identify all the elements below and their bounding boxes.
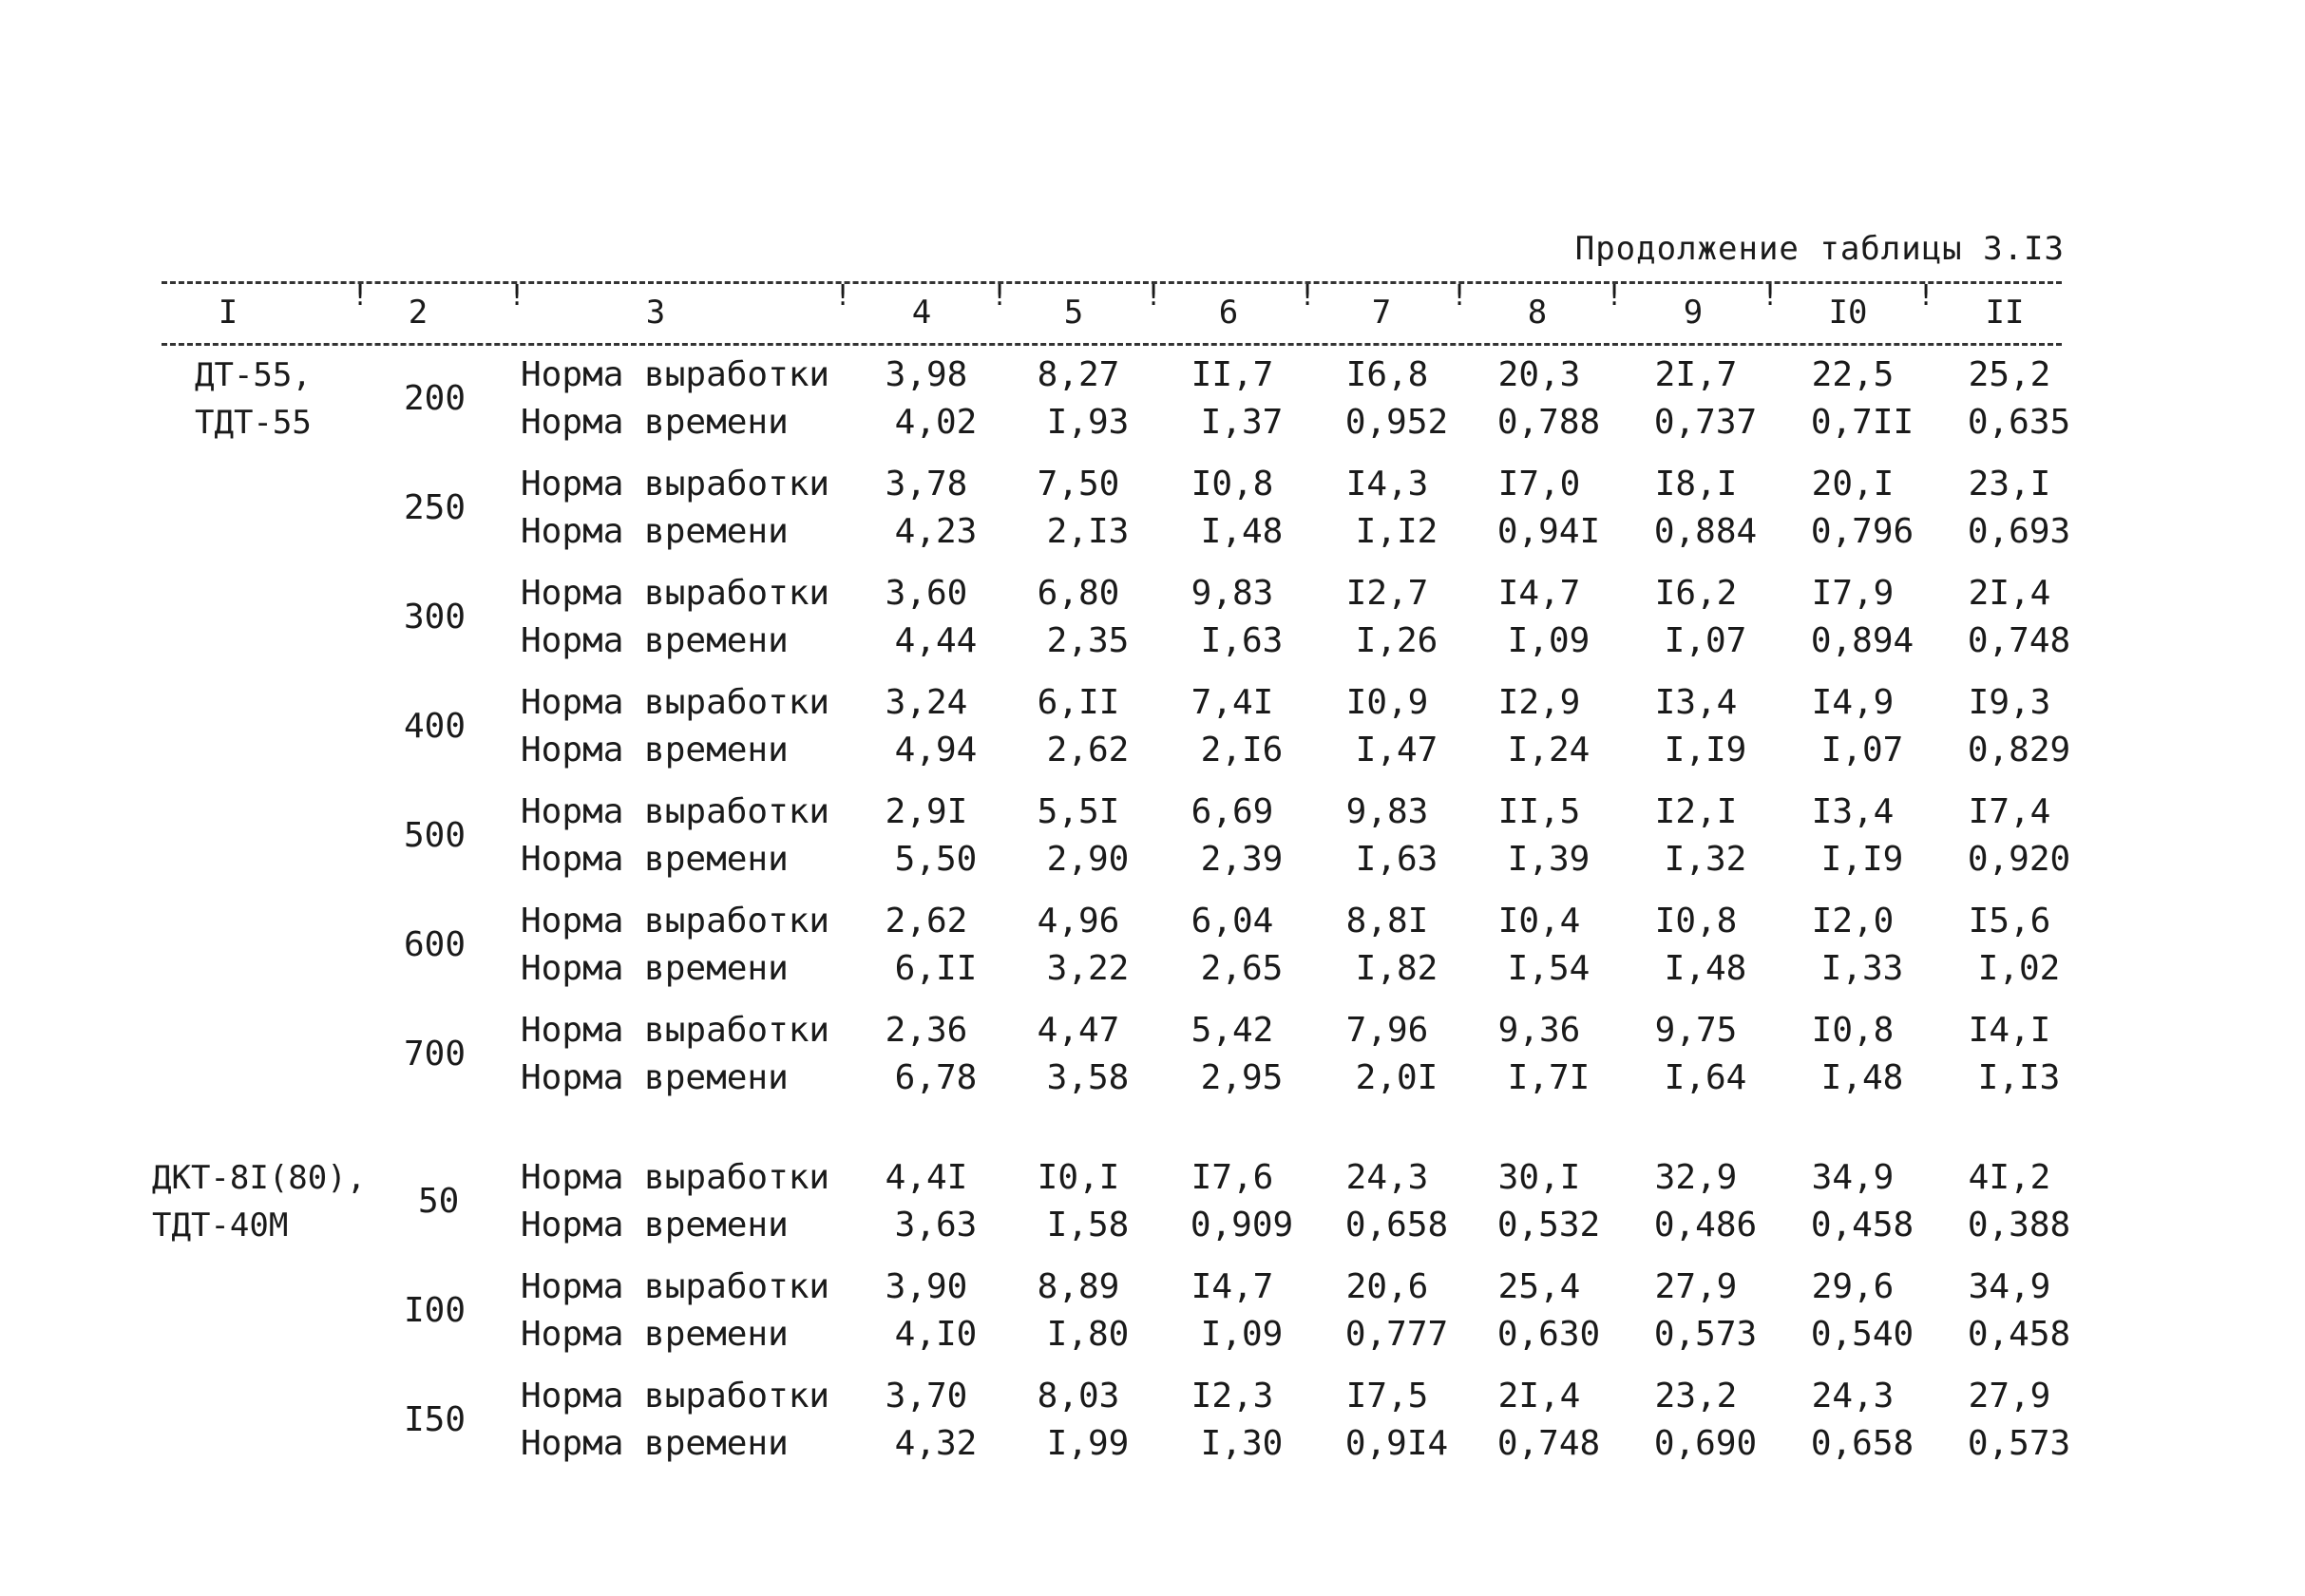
time-value: I,37: [1200, 403, 1284, 442]
machine-label: ДКТ-8I(80),: [152, 1159, 367, 1197]
row-label-time: Норма времени: [521, 949, 789, 988]
time-value: 0,540: [1810, 1315, 1914, 1354]
header-col-9: 9: [1683, 294, 1704, 332]
output-value: 4,4I: [885, 1158, 968, 1197]
output-value: I0,9: [1345, 683, 1429, 722]
output-value: 29,6: [1811, 1267, 1895, 1306]
row-label-output: Норма выработки: [521, 1011, 830, 1050]
time-value: 3,22: [1046, 949, 1130, 988]
output-value: I5,6: [1968, 902, 2051, 940]
time-value: I,48: [1200, 512, 1284, 551]
output-value: 2,36: [885, 1011, 968, 1050]
output-value: I2,3: [1191, 1377, 1274, 1416]
output-value: 23,I: [1968, 465, 2051, 504]
output-value: 3,24: [885, 683, 968, 722]
row-label-output: Норма выработки: [521, 1158, 830, 1197]
time-value: I,I9: [1820, 840, 1904, 879]
header-col-4: 4: [911, 294, 932, 332]
time-value: 0,748: [1967, 621, 2071, 660]
time-value: I,07: [1664, 621, 1747, 660]
time-value: I,47: [1355, 731, 1438, 770]
output-value: I2,I: [1654, 792, 1738, 831]
time-value: I,48: [1820, 1058, 1904, 1097]
output-value: I6,2: [1654, 574, 1738, 613]
header-separator: !: [508, 279, 526, 313]
time-value: I,24: [1507, 731, 1591, 770]
time-value: I,93: [1046, 403, 1130, 442]
time-value: 4,02: [894, 403, 978, 442]
time-value: 2,0I: [1355, 1058, 1438, 1097]
time-value: 4,94: [894, 731, 978, 770]
row-label-time: Норма времени: [521, 840, 789, 879]
time-value: I,63: [1200, 621, 1284, 660]
size-value: 250: [404, 488, 467, 527]
table-header: [162, 281, 2062, 346]
row-label-time: Норма времени: [521, 403, 789, 442]
output-value: I7,6: [1191, 1158, 1274, 1197]
time-value: 2,65: [1200, 949, 1284, 988]
time-value: I,64: [1664, 1058, 1747, 1097]
time-value: I,32: [1664, 840, 1747, 879]
time-value: 0,748: [1496, 1424, 1601, 1463]
time-value: 0,737: [1653, 403, 1758, 442]
output-value: I4,7: [1497, 574, 1581, 613]
output-value: 6,II: [1037, 683, 1120, 722]
header-separator: !: [1299, 279, 1317, 313]
output-value: 7,50: [1037, 465, 1120, 504]
output-value: 2,62: [885, 902, 968, 940]
output-value: I3,4: [1811, 792, 1895, 831]
time-value: I,02: [1977, 949, 2061, 988]
table-caption: Продолжение таблицы 3.I3: [1574, 230, 2065, 268]
output-value: 4,47: [1037, 1011, 1120, 1050]
output-value: 9,83: [1345, 792, 1429, 831]
time-value: I,63: [1355, 840, 1438, 879]
output-value: II,5: [1497, 792, 1581, 831]
row-label-time: Норма времени: [521, 512, 789, 551]
time-value: 0,658: [1810, 1424, 1914, 1463]
time-value: I,33: [1820, 949, 1904, 988]
output-value: I7,5: [1345, 1377, 1429, 1416]
output-value: 2,9I: [885, 792, 968, 831]
header-col-7: 7: [1371, 294, 1392, 332]
output-value: I7,9: [1811, 574, 1895, 613]
time-value: 4,23: [894, 512, 978, 551]
output-value: 4I,2: [1968, 1158, 2051, 1197]
header-separator: !: [1606, 279, 1624, 313]
time-value: 6,78: [894, 1058, 978, 1097]
header-separator: !: [834, 279, 852, 313]
time-value: I,80: [1046, 1315, 1130, 1354]
time-value: I,09: [1200, 1315, 1284, 1354]
time-value: 0,532: [1496, 1206, 1601, 1244]
output-value: 8,03: [1037, 1377, 1120, 1416]
time-value: 0,920: [1967, 840, 2071, 879]
output-value: 9,36: [1497, 1011, 1581, 1050]
time-value: 0,630: [1496, 1315, 1601, 1354]
time-value: 0,693: [1967, 512, 2071, 551]
output-value: I6,8: [1345, 355, 1429, 394]
time-value: 0,388: [1967, 1206, 2071, 1244]
time-value: I,07: [1820, 731, 1904, 770]
row-label-time: Норма времени: [521, 731, 789, 770]
output-value: 25,4: [1497, 1267, 1581, 1306]
time-value: 3,58: [1046, 1058, 1130, 1097]
output-value: 3,60: [885, 574, 968, 613]
size-value: 500: [404, 816, 467, 855]
time-value: 4,32: [894, 1424, 978, 1463]
header-separator: !: [1917, 279, 1935, 313]
header-separator: !: [352, 279, 370, 313]
time-value: 0,486: [1653, 1206, 1758, 1244]
header-col-1: I: [218, 294, 238, 332]
output-value: 24,3: [1811, 1377, 1895, 1416]
output-value: I0,8: [1811, 1011, 1895, 1050]
time-value: 2,35: [1046, 621, 1130, 660]
output-value: 9,83: [1191, 574, 1274, 613]
output-value: 24,3: [1345, 1158, 1429, 1197]
output-value: I0,8: [1654, 902, 1738, 940]
time-value: I,I3: [1977, 1058, 2061, 1097]
output-value: 5,42: [1191, 1011, 1274, 1050]
output-value: I2,7: [1345, 574, 1429, 613]
output-value: I0,8: [1191, 465, 1274, 504]
time-value: 2,39: [1200, 840, 1284, 879]
output-value: 2I,7: [1654, 355, 1738, 394]
time-value: I,30: [1200, 1424, 1284, 1463]
time-value: 0,458: [1810, 1206, 1914, 1244]
row-label-output: Норма выработки: [521, 1267, 830, 1306]
output-value: 34,9: [1811, 1158, 1895, 1197]
header-col-2: 2: [408, 294, 429, 332]
time-value: 2,95: [1200, 1058, 1284, 1097]
output-value: I9,3: [1968, 683, 2051, 722]
output-value: 6,04: [1191, 902, 1274, 940]
output-value: 32,9: [1654, 1158, 1738, 1197]
machine-label: ТДТ-55: [195, 404, 312, 442]
size-value: 50: [418, 1182, 460, 1221]
header-separator: !: [1145, 279, 1163, 313]
time-value: 2,62: [1046, 731, 1130, 770]
output-value: 6,80: [1037, 574, 1120, 613]
size-value: 400: [404, 707, 467, 746]
output-value: 9,75: [1654, 1011, 1738, 1050]
output-value: 7,96: [1345, 1011, 1429, 1050]
time-value: I,09: [1507, 621, 1591, 660]
time-value: I,I2: [1355, 512, 1438, 551]
output-value: I3,4: [1654, 683, 1738, 722]
output-value: 2I,4: [1968, 574, 2051, 613]
output-value: 20,3: [1497, 355, 1581, 394]
output-value: 6,69: [1191, 792, 1274, 831]
output-value: I7,0: [1497, 465, 1581, 504]
size-value: 300: [404, 598, 467, 636]
time-value: I,54: [1507, 949, 1591, 988]
time-value: 0,94I: [1496, 512, 1601, 551]
row-label-output: Норма выработки: [521, 574, 830, 613]
time-value: 0,788: [1496, 403, 1601, 442]
time-value: I,82: [1355, 949, 1438, 988]
time-value: 0,635: [1967, 403, 2071, 442]
time-value: 0,829: [1967, 731, 2071, 770]
row-label-output: Норма выработки: [521, 465, 830, 504]
output-value: 5,5I: [1037, 792, 1120, 831]
size-value: 200: [404, 379, 467, 418]
header-col-6: 6: [1218, 294, 1239, 332]
output-value: 2I,4: [1497, 1377, 1581, 1416]
time-value: 3,63: [894, 1206, 978, 1244]
output-value: II,7: [1191, 355, 1274, 394]
header-col-8: 8: [1527, 294, 1548, 332]
time-value: I,26: [1355, 621, 1438, 660]
output-value: 8,27: [1037, 355, 1120, 394]
output-value: 4,96: [1037, 902, 1120, 940]
output-value: 23,2: [1654, 1377, 1738, 1416]
time-value: 0,796: [1810, 512, 1914, 551]
time-value: I,48: [1664, 949, 1747, 988]
output-value: I7,4: [1968, 792, 2051, 831]
time-value: 5,50: [894, 840, 978, 879]
output-value: 27,9: [1968, 1377, 2051, 1416]
row-label-time: Норма времени: [521, 1424, 789, 1463]
time-value: 2,I6: [1200, 731, 1284, 770]
time-value: I,39: [1507, 840, 1591, 879]
row-label-output: Норма выработки: [521, 902, 830, 940]
output-value: 3,78: [885, 465, 968, 504]
time-value: I,I9: [1664, 731, 1747, 770]
time-value: 0,658: [1344, 1206, 1449, 1244]
time-value: 0,690: [1653, 1424, 1758, 1463]
output-value: 8,89: [1037, 1267, 1120, 1306]
time-value: 2,90: [1046, 840, 1130, 879]
output-value: I8,I: [1654, 465, 1738, 504]
time-value: I,7I: [1507, 1058, 1591, 1097]
time-value: 6,II: [894, 949, 978, 988]
time-value: 0,9I4: [1344, 1424, 1449, 1463]
machine-label: ТДТ-40М: [152, 1206, 289, 1244]
output-value: 3,90: [885, 1267, 968, 1306]
time-value: 0,777: [1344, 1315, 1449, 1354]
size-value: 700: [404, 1035, 467, 1074]
header-separator: !: [1762, 279, 1780, 313]
output-value: I0,I: [1037, 1158, 1120, 1197]
header-separator: !: [1451, 279, 1469, 313]
output-value: I4,I: [1968, 1011, 2051, 1050]
output-value: I2,9: [1497, 683, 1581, 722]
output-value: 3,98: [885, 355, 968, 394]
row-label-output: Норма выработки: [521, 355, 830, 394]
row-label-output: Норма выработки: [521, 683, 830, 722]
header-col-10: I0: [1828, 294, 1868, 332]
output-value: 20,I: [1811, 465, 1895, 504]
time-value: I,58: [1046, 1206, 1130, 1244]
output-value: 8,8I: [1345, 902, 1429, 940]
row-label-time: Норма времени: [521, 621, 789, 660]
row-label-time: Норма времени: [521, 1206, 789, 1244]
output-value: 30,I: [1497, 1158, 1581, 1197]
size-value: 600: [404, 925, 467, 964]
output-value: 34,9: [1968, 1267, 2051, 1306]
header-separator: !: [991, 279, 1009, 313]
output-value: 25,2: [1968, 355, 2051, 394]
header-col-3: 3: [645, 294, 666, 332]
output-value: 27,9: [1654, 1267, 1738, 1306]
header-col-5: 5: [1063, 294, 1084, 332]
time-value: 0,573: [1653, 1315, 1758, 1354]
output-value: I0,4: [1497, 902, 1581, 940]
time-value: 2,I3: [1046, 512, 1130, 551]
time-value: 4,I0: [894, 1315, 978, 1354]
time-value: 0,952: [1344, 403, 1449, 442]
output-value: 22,5: [1811, 355, 1895, 394]
output-value: 3,70: [885, 1377, 968, 1416]
row-label-time: Норма времени: [521, 1315, 789, 1354]
output-value: I4,7: [1191, 1267, 1274, 1306]
output-value: 20,6: [1345, 1267, 1429, 1306]
time-value: 0,573: [1967, 1424, 2071, 1463]
time-value: I,99: [1046, 1424, 1130, 1463]
output-value: I4,3: [1345, 465, 1429, 504]
time-value: 0,894: [1810, 621, 1914, 660]
size-value: I50: [404, 1400, 467, 1439]
row-label-time: Норма времени: [521, 1058, 789, 1097]
header-col-11: II: [1985, 294, 2025, 332]
time-value: 0,909: [1190, 1206, 1294, 1244]
time-value: 0,458: [1967, 1315, 2071, 1354]
row-label-output: Норма выработки: [521, 1377, 830, 1416]
time-value: 0,7II: [1810, 403, 1914, 442]
output-value: I4,9: [1811, 683, 1895, 722]
row-label-output: Норма выработки: [521, 792, 830, 831]
output-value: I2,0: [1811, 902, 1895, 940]
output-value: 7,4I: [1191, 683, 1274, 722]
time-value: 4,44: [894, 621, 978, 660]
machine-label: ДТ-55,: [195, 356, 312, 394]
size-value: I00: [404, 1291, 467, 1330]
time-value: 0,884: [1653, 512, 1758, 551]
